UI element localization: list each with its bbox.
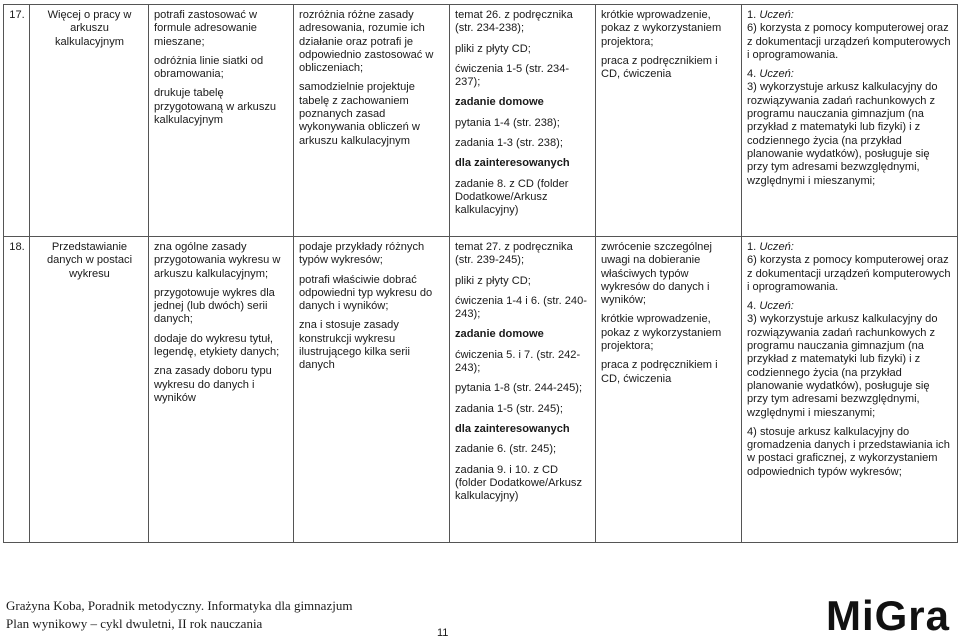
list-item: pytania 1-8 (str. 244-245);	[455, 382, 583, 395]
list-item: praca z podręcznikiem i CD, ćwiczenia	[601, 359, 718, 385]
list-item: pliki z płyty CD;	[455, 42, 531, 55]
basic-requirements-cell	[149, 237, 294, 543]
list-item: temat 27. z podręcznika (str. 239-245);	[455, 241, 573, 267]
list-item: potrafi właściwie dobrać odpowiedni typ wykresu do danych i wyników;	[299, 273, 433, 313]
methods-cell	[596, 237, 742, 543]
requirement-item: 4. Uczeń: 3) wykorzystuje arkusz kalkulacyjny do rozwiązywania zadań rachunkowych z programu nauczania gimnazjum (na przykład z matematyki lub fizyki) i z codziennego życia (na przykład planowanie wydatków), posługuje się przy tym adresami bezwzględnymi, względnymi i mieszanymi;	[747, 68, 938, 187]
list-item: przygotowuje wykres dla jednej (lub dwóch) serii danych;	[154, 286, 275, 326]
table-row	[4, 5, 958, 237]
list-item: zadanie 6. (str. 245);	[455, 443, 557, 456]
schedule-cell	[450, 237, 596, 543]
table-row	[4, 237, 958, 543]
section-heading: zadanie domowe	[455, 328, 544, 341]
list-item: temat 26. z podręcznika (str. 234-238);	[455, 9, 573, 35]
extended-requirements-cell	[294, 237, 450, 543]
section-heading: dla zainteresowanych	[455, 422, 570, 435]
lesson-plan-table	[3, 4, 958, 543]
list-item: rozróżnia różne zasady adresowania, rozumie ich działanie oraz potrafi je odpowiednio zastosować w obliczeniach;	[299, 9, 434, 75]
methods-cell	[596, 5, 742, 237]
requirement-item: 4) stosuje arkusz kalkulacyjny do gromadzenia danych i przedstawiania ich w postaci graficznej, z wykorzystaniem odpowiednich typów wykresów;	[747, 425, 950, 478]
section-heading: dla zainteresowanych	[455, 157, 570, 170]
list-item: ćwiczenia 5. i 7. (str. 242-243);	[455, 348, 581, 375]
publisher-logo	[826, 590, 950, 636]
footer-subtitle: Plan wynikowy – cykl dwuletni, II rok nauczania	[6, 616, 263, 631]
list-item: drukuje tabelę przygotowaną w arkuszu kalkulacyjnym	[154, 87, 277, 127]
lesson-number: 18.	[4, 237, 30, 543]
list-item: praca z podręcznikiem i CD, ćwiczenia	[601, 54, 718, 81]
list-item: potrafi zastosować w formule adresowanie mieszane;	[154, 9, 257, 48]
list-item: pliki z płyty CD;	[455, 274, 531, 287]
lesson-topic: Przedstawianie danych w postaci wykresu	[30, 237, 149, 543]
list-item: podaje przykłady różnych typów wykresów;	[299, 241, 425, 267]
lesson-number: 17.	[4, 5, 30, 237]
section-heading: zadanie domowe	[455, 96, 544, 109]
extended-requirements-cell	[294, 5, 450, 237]
basic-requirements-cell	[149, 5, 294, 237]
requirement-item: 1. Uczeń: 6) korzysta z pomocy komputerowej oraz z dokumentacji urządzeń komputerowych i oprogramowania.	[747, 241, 951, 293]
lesson-topic: Więcej o pracy w arkuszu kalkulacyjnym	[30, 5, 149, 237]
curriculum-requirements-cell	[742, 5, 958, 237]
list-item: pytania 1-4 (str. 238);	[455, 116, 560, 129]
list-item: samodzielnie projektuje tabelę z zachowaniem poznanych zasad wykonywania obliczeń w arkuszu kalkulacyjnym	[299, 81, 420, 147]
requirement-item: 1. Uczeń: 6) korzysta z pomocy komputerowej oraz z dokumentacji urządzeń komputerowych i oprogramowania.	[747, 9, 951, 61]
list-item: zadania 1-3 (str. 238);	[455, 137, 563, 150]
list-item: krótkie wprowadzenie, pokaz z wykorzystaniem projektora;	[601, 9, 722, 48]
list-item: zna ogólne zasady przygotowania wykresu w arkuszu kalkulacyjnym;	[154, 241, 281, 280]
list-item: dodaje do wykresu tytuł, legendę, etykiety danych;	[154, 332, 280, 359]
list-item: odróżnia linie siatki od obramowania;	[154, 54, 264, 81]
list-item: ćwiczenia 1-4 i 6. (str. 240-243);	[455, 294, 587, 321]
curriculum-requirements-cell	[742, 237, 958, 543]
schedule-cell	[450, 5, 596, 237]
list-item: zwrócenie szczególnej uwagi na dobieranie właściwych typów wykresów do danych i wyników;	[601, 241, 712, 307]
list-item: zadania 9. i 10. z CD (folder Dodatkowe/Arkusz kalkulacyjny)	[455, 463, 583, 503]
list-item: zadanie 8. z CD (folder Dodatkowe/Arkusz kalkulacyjny)	[455, 177, 569, 217]
list-item: zna i stosuje zasady konstrukcji wykresu ilustrującego kilka serii danych	[299, 319, 410, 372]
list-item: zna zasady doboru typu wykresu do danych i wyników	[154, 365, 272, 404]
logo-text: MiGra	[826, 592, 950, 636]
list-item: krótkie wprowadzenie, pokaz z wykorzystaniem projektora;	[601, 313, 722, 353]
footer-author: Grażyna Koba, Poradnik metodyczny. Informatyka dla gimnazjum	[6, 598, 353, 613]
page-number: 11	[437, 627, 449, 639]
list-item: zadania 1-5 (str. 245);	[455, 402, 563, 415]
requirement-item: 4. Uczeń: 3) wykorzystuje arkusz kalkulacyjny do rozwiązywania zadań rachunkowych z programu nauczania gimnazjum (na przykład z matematyki lub fizyki) i z codziennego życia (na przykład planowanie wydatków), posługuje się przy tym adresami bezwzględnymi, względnymi i mieszanymi;	[747, 300, 938, 419]
list-item: ćwiczenia 1-5 (str. 234-237);	[455, 62, 570, 89]
